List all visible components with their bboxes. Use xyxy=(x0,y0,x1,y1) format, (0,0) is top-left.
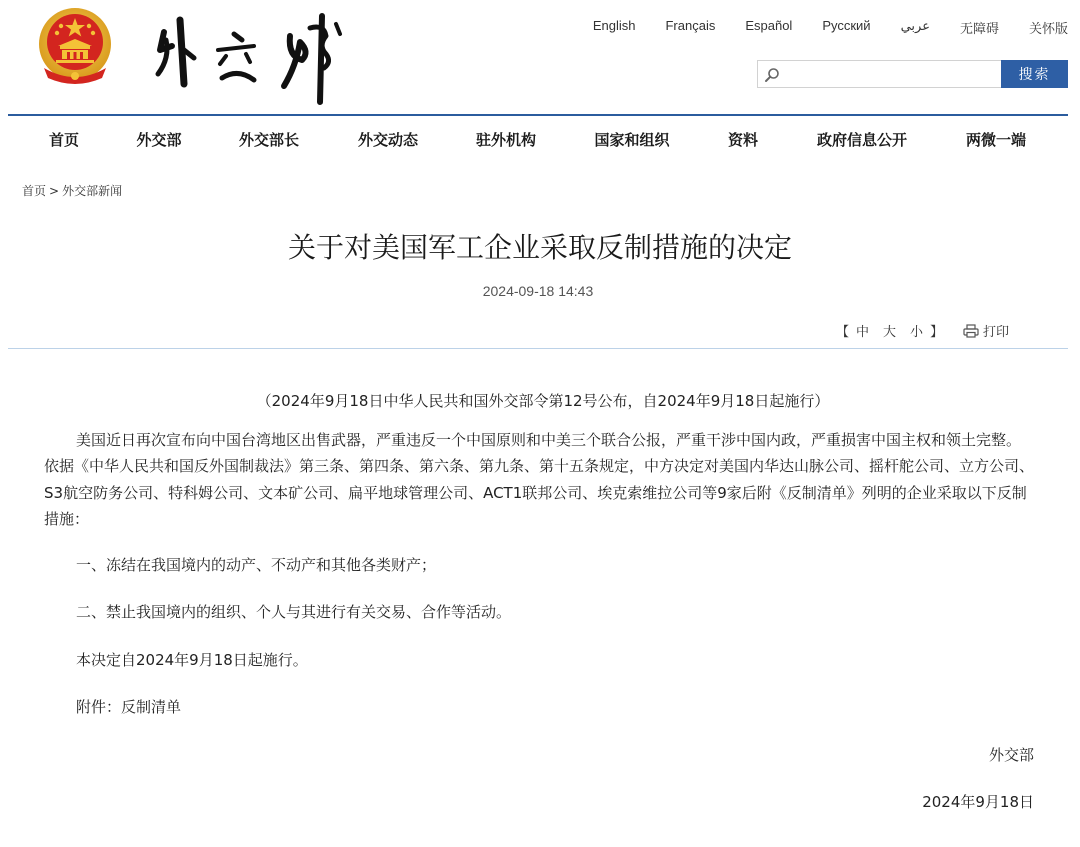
print-button[interactable] xyxy=(963,321,1009,340)
site-logo-calligraphy[interactable] xyxy=(150,6,360,106)
measure-1: 一、冻结在我国境内的动产、不动产和其他各类财产； xyxy=(76,555,437,574)
font-size-controls xyxy=(836,321,943,340)
accessibility-link[interactable]: 无障碍 xyxy=(959,21,999,36)
lang-link-russian[interactable]: Русский xyxy=(822,18,871,33)
font-size-medium[interactable]: 中 xyxy=(856,325,870,340)
language-switcher xyxy=(563,18,1068,37)
article-body xyxy=(44,388,1034,816)
lang-link-english[interactable]: English xyxy=(592,18,636,33)
effective-statement: 本决定自2024年9月18日起施行。 xyxy=(76,650,308,669)
site-header xyxy=(0,0,1080,115)
print-label: 打印 xyxy=(983,325,1010,340)
bracket-close: 】 xyxy=(930,325,944,340)
printer-icon xyxy=(963,324,979,338)
attachment-line[interactable]: 附件：反制清单 xyxy=(76,698,182,716)
breadcrumb-home-link[interactable]: 首页 xyxy=(22,184,47,198)
publish-date: 2024-09-18 14:43 xyxy=(482,283,594,299)
nav-item-countries-orgs[interactable]: 国家和组织 xyxy=(594,131,670,149)
signature: 外交部 xyxy=(988,745,1034,764)
decree-line: （2024年9月18日中华人民共和国外交部令第12号公布，自2024年9月18日起施行） xyxy=(256,392,830,410)
bracket-open: 【 xyxy=(836,325,850,340)
main-nav xyxy=(8,116,1068,160)
lang-link-spanish[interactable]: Español xyxy=(745,18,793,33)
lang-link-french[interactable]: Français xyxy=(665,18,716,33)
search-icon xyxy=(764,67,780,83)
search-button[interactable]: 搜索 xyxy=(1001,60,1068,88)
font-size-large[interactable]: 大 xyxy=(883,325,897,340)
article-title: 关于对美国军工企业采取反制措施的决定 xyxy=(287,231,792,264)
measure-2: 二、禁止我国境内的组织、个人与其进行有关交易、合作等活动。 xyxy=(76,603,512,621)
nav-item-missions-abroad[interactable]: 驻外机构 xyxy=(475,131,537,149)
nav-item-gov-info[interactable]: 政府信息公开 xyxy=(816,131,908,149)
search-box xyxy=(757,60,1001,88)
breadcrumb xyxy=(22,182,125,199)
article-divider xyxy=(8,348,1068,349)
breadcrumb-separator: > xyxy=(49,183,60,198)
nav-item-diplomatic-news[interactable]: 外交动态 xyxy=(357,131,419,149)
nav-item-social-media[interactable]: 两微一端 xyxy=(965,131,1027,149)
elderly-care-link[interactable]: 关怀版 xyxy=(1028,21,1068,36)
nav-item-minister[interactable]: 外交部长 xyxy=(238,131,300,149)
lang-link-arabic[interactable]: عربي xyxy=(900,18,930,33)
nav-item-ministry[interactable]: 外交部 xyxy=(136,131,182,149)
search-input[interactable] xyxy=(758,61,1001,87)
font-size-small[interactable]: 小 xyxy=(910,325,924,340)
national-emblem-icon[interactable] xyxy=(36,6,114,86)
nav-item-resources[interactable]: 资料 xyxy=(727,131,759,149)
body-paragraph: 美国近日再次宣布向中国台湾地区出售武器，严重违反一个中国原则和中美三个联合公报，严重干涉中国内政，严重损害中国主权和领土完整。依据《中华人民共和国反外国制裁法》第三条、第四条、第六条、第九条、第十五条规定，中方决定对美国内华达山脉公司、摇杆舵公司、立方公司、S3航空防务公司、特科姆公司、文本矿公司、扁平地球管理公司、ACT1联邦公司、埃克索维拉公司等9家后附《反制清单》列明的企业采取以下反制措施： xyxy=(44,430,1035,528)
breadcrumb-section-link[interactable]: 外交部新闻 xyxy=(62,184,123,198)
nav-item-home[interactable]: 首页 xyxy=(48,131,80,149)
site-search xyxy=(757,60,1069,88)
signature-date: 2024年9月18日 xyxy=(922,793,1034,811)
